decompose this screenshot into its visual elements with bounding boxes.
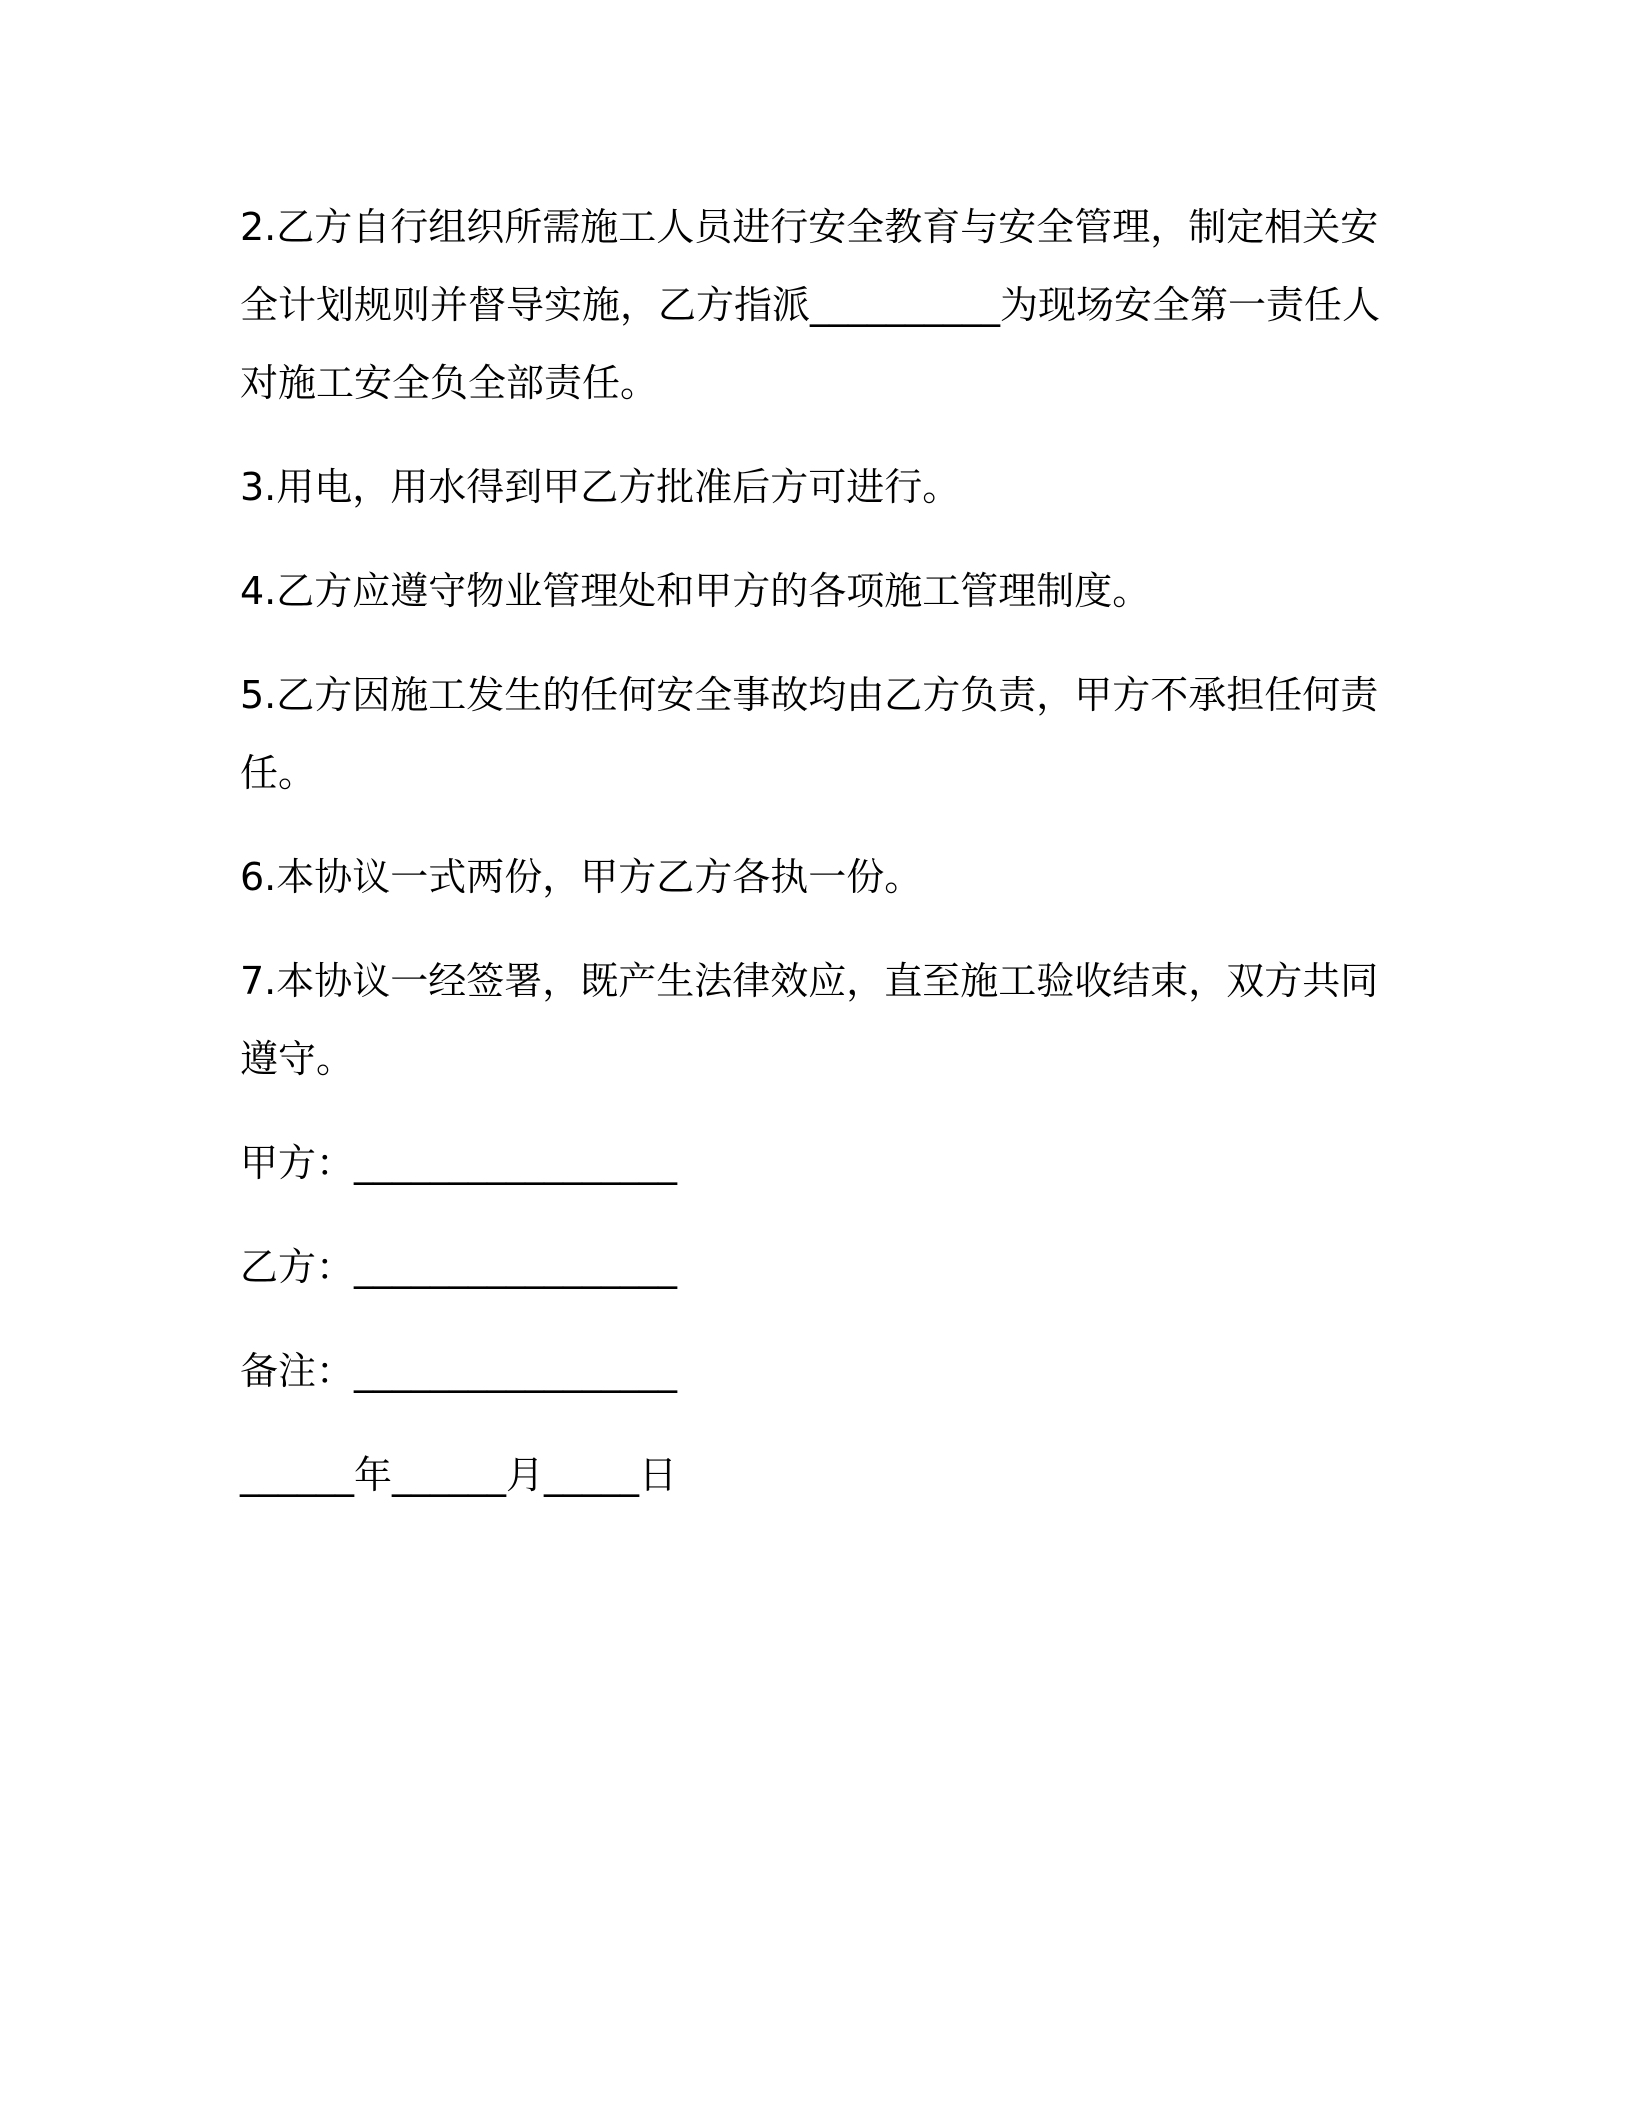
clause-2: 2.乙方自行组织所需施工人员进行安全教育与安全管理，制定相关安全计划规则并督导实施，乙方指派__________为现场安全第一责任人对施工安全负全部责任。 xyxy=(240,205,1381,405)
document-body xyxy=(240,188,1390,1514)
party-b-signature-line: 乙方：_________________ xyxy=(240,1245,678,1289)
clause-5: 5.乙方因施工发生的任何安全事故均由乙方负责，甲方不承担任何责任。 xyxy=(240,673,1379,795)
remarks-line: 备注：_________________ xyxy=(240,1349,678,1393)
clause-6: 6.本协议一式两份，甲方乙方各执一份。 xyxy=(240,855,923,899)
party-a-signature-line: 甲方：_________________ xyxy=(240,1141,678,1185)
clause-7: 7.本协议一经签署，既产生法律效应，直至施工验收结束，双方共同遵守。 xyxy=(240,959,1379,1081)
clause-4: 4.乙方应遵守物业管理处和甲方的各项施工管理制度。 xyxy=(240,569,1151,613)
clause-3: 3.用电，用水得到甲乙方批准后方可进行。 xyxy=(240,465,961,509)
date-line: ______年______月_____日 xyxy=(240,1453,678,1497)
